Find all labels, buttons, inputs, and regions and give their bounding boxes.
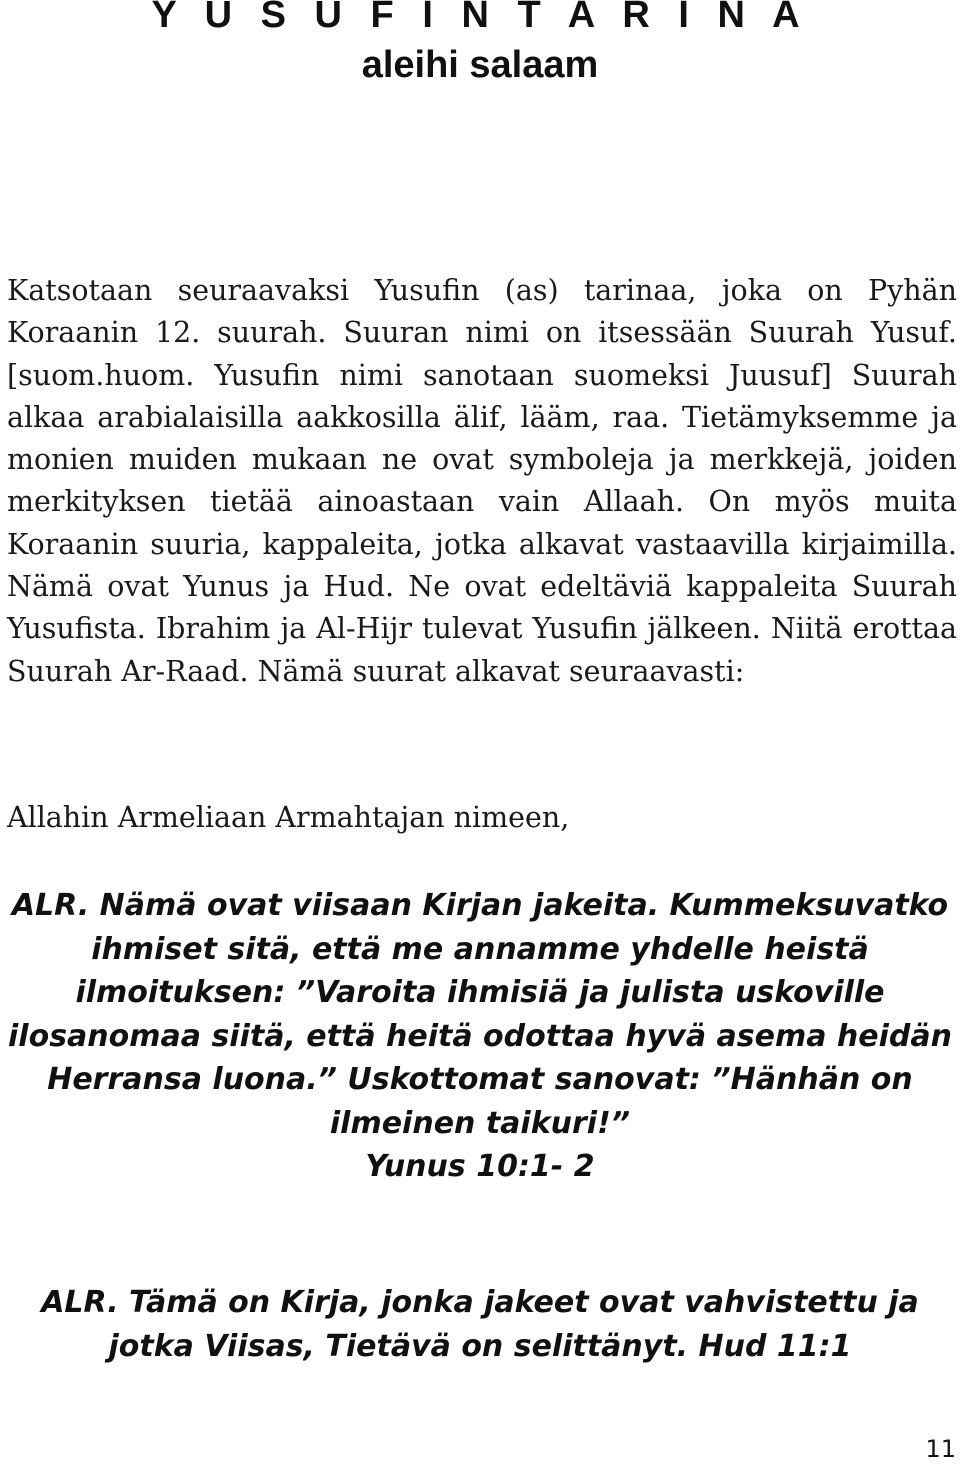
page-title: Y U S U F I N T A R I N A [151, 0, 809, 36]
quote-yunus-line-1: ALR. Nämä ovat viisaan Kirjan jakeita. Kummeksuvatko [11, 888, 949, 923]
page-subtitle: aleihi salaam [361, 44, 599, 86]
quote-yunus-line-6: ilmeinen taikuri!” [329, 1105, 631, 1141]
quote-yunus-line-2: ihmiset sitä, että me annamme yhdelle heistä [91, 931, 869, 967]
quote-yunus-reference: Yunus 10:1- 2 [365, 1149, 595, 1184]
quote-yunus-line-3: ilmoituksen: ”Varoita ihmisiä ja julista uskoville [75, 975, 885, 1010]
quote-hud [0, 1281, 960, 1368]
page-number: 11 [925, 1435, 956, 1463]
quote-hud-line-2: jotka Viisas, Tietävä on selittänyt. Hud 11:1 [108, 1328, 852, 1364]
intro-paragraph: Katsotaan seuraavaksi Yusufin (as) tarinaa, joka on Pyhän Koraanin 12. suurah. Suuran nimi on itsessään Suurah Yusuf. [suom.huom. Yusufin nimi sanotaan suomeksi Juusuf] Suurah alkaa arabialaisilla aakkosilla älif, lääm, raa. Tietämyksemme ja monien muiden mukaan ne ovat symboleja ja merkkejä, joiden merkityksen tietää ainoastaan vain Allaah. On myös muita Koraanin suuria, kappaleita, jotka alkavat vastaavilla kirjaimilla. Nämä ovat Yunus ja Hud. Ne ovat edeltäviä kappaleita Suurah Yusufista. Ibrahim ja Al-Hijr tulevat Yusufin jälkeen. Niitä erottaa Suurah Ar-Raad. Nämä suurat alkavat seuraavasti: [7, 274, 957, 688]
quote-yunus [0, 884, 960, 1189]
invocation-line: Allahin Armeliaan Armahtajan nimeen, [7, 801, 570, 834]
quote-yunus-line-4: ilosanomaa siitä, että heitä odottaa hyvä asema heidän [8, 1018, 952, 1054]
quote-yunus-line-5: Herransa luona.” Uskottomat sanovat: ”Hänhän on [47, 1062, 913, 1097]
quote-hud-line-1: ALR. Tämä on Kirja, jonka jakeet ovat vahvistettu ja [41, 1285, 919, 1320]
